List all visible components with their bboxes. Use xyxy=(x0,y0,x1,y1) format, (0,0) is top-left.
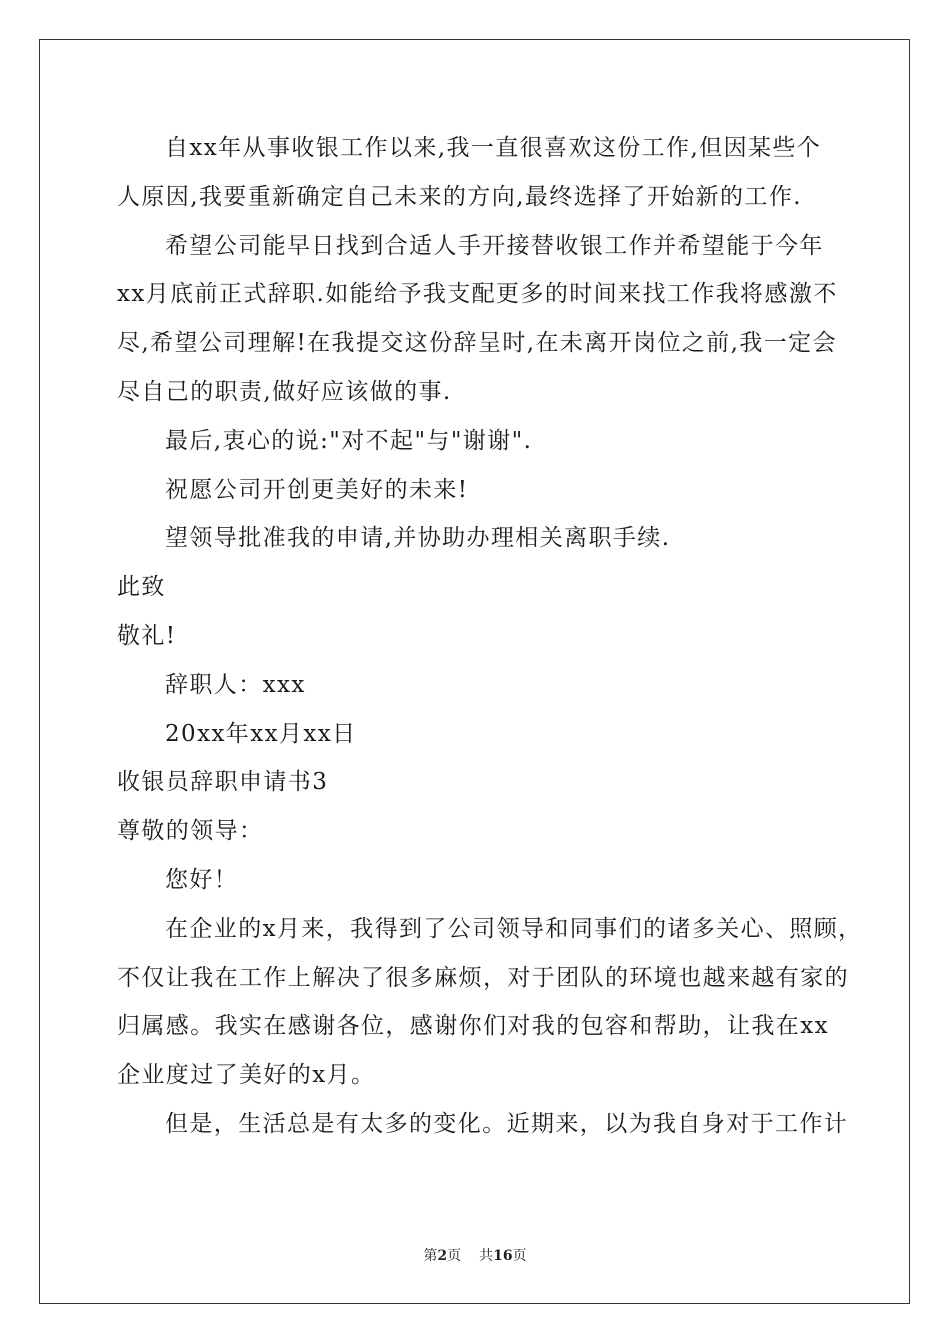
text-line: xx月底前正式辞职.如能给予我支配更多的时间来找工作我将感激不 xyxy=(117,281,838,308)
footer-total-pages: 16 xyxy=(493,1248,513,1264)
footer-page-prefix: 第 xyxy=(423,1248,438,1264)
text-line: 企业度过了美好的x月。 xyxy=(117,1062,376,1089)
text-line: 此致 xyxy=(117,574,166,601)
footer-total-suffix: 页 xyxy=(512,1248,527,1264)
footer-page-suffix: 页 xyxy=(447,1248,462,1264)
page-footer xyxy=(0,1245,950,1265)
text-line: 最后,衷心的说:"对不起"与"谢谢". xyxy=(165,427,533,454)
text-line: 辞职人：xxx xyxy=(165,671,306,698)
text-line: 但是，生活总是有太多的变化。近期来，以为我自身对于工作计 xyxy=(165,1110,849,1137)
text-line: 在企业的x月来，我得到了公司领导和同事们的诸多关心、照顾， xyxy=(165,915,863,942)
text-line: 尽,希望公司理解!在我提交这份辞呈时,在未离开岗位之前,我一定会 xyxy=(117,330,837,357)
text-line: 敬礼! xyxy=(117,622,177,649)
text-line: 自xx年从事收银工作以来,我一直很喜欢这份工作,但因某些个 xyxy=(165,135,822,161)
text-line: 祝愿公司开创更美好的未来! xyxy=(165,476,469,503)
text-line: 人原因,我要重新确定自己未来的方向,最终选择了开始新的工作. xyxy=(117,183,802,210)
text-line: 尊敬的领导： xyxy=(117,818,264,845)
footer-page-number: 2 xyxy=(437,1248,448,1264)
text-line: 归属感。我实在感谢各位，感谢你们对我的包容和帮助，让我在xx xyxy=(117,1013,829,1040)
text-line: 尽自己的职责,做好应该做的事. xyxy=(117,378,452,405)
text-line: 望领导批准我的申请,并协助办理相关离职手续. xyxy=(165,525,671,552)
text-line: 收银员辞职申请书3 xyxy=(117,769,329,796)
footer-total-prefix: 共 xyxy=(479,1248,494,1264)
document-body xyxy=(117,124,863,1149)
text-line: 20xx年xx月xx日 xyxy=(165,720,357,747)
text-line: 希望公司能早日找到合适人手开接替收银工作并希望能于今年 xyxy=(165,232,824,259)
text-line: 您好！ xyxy=(165,866,239,893)
text-line: 不仅让我在工作上解决了很多麻烦，对于团队的环境也越来越有家的 xyxy=(117,964,849,991)
